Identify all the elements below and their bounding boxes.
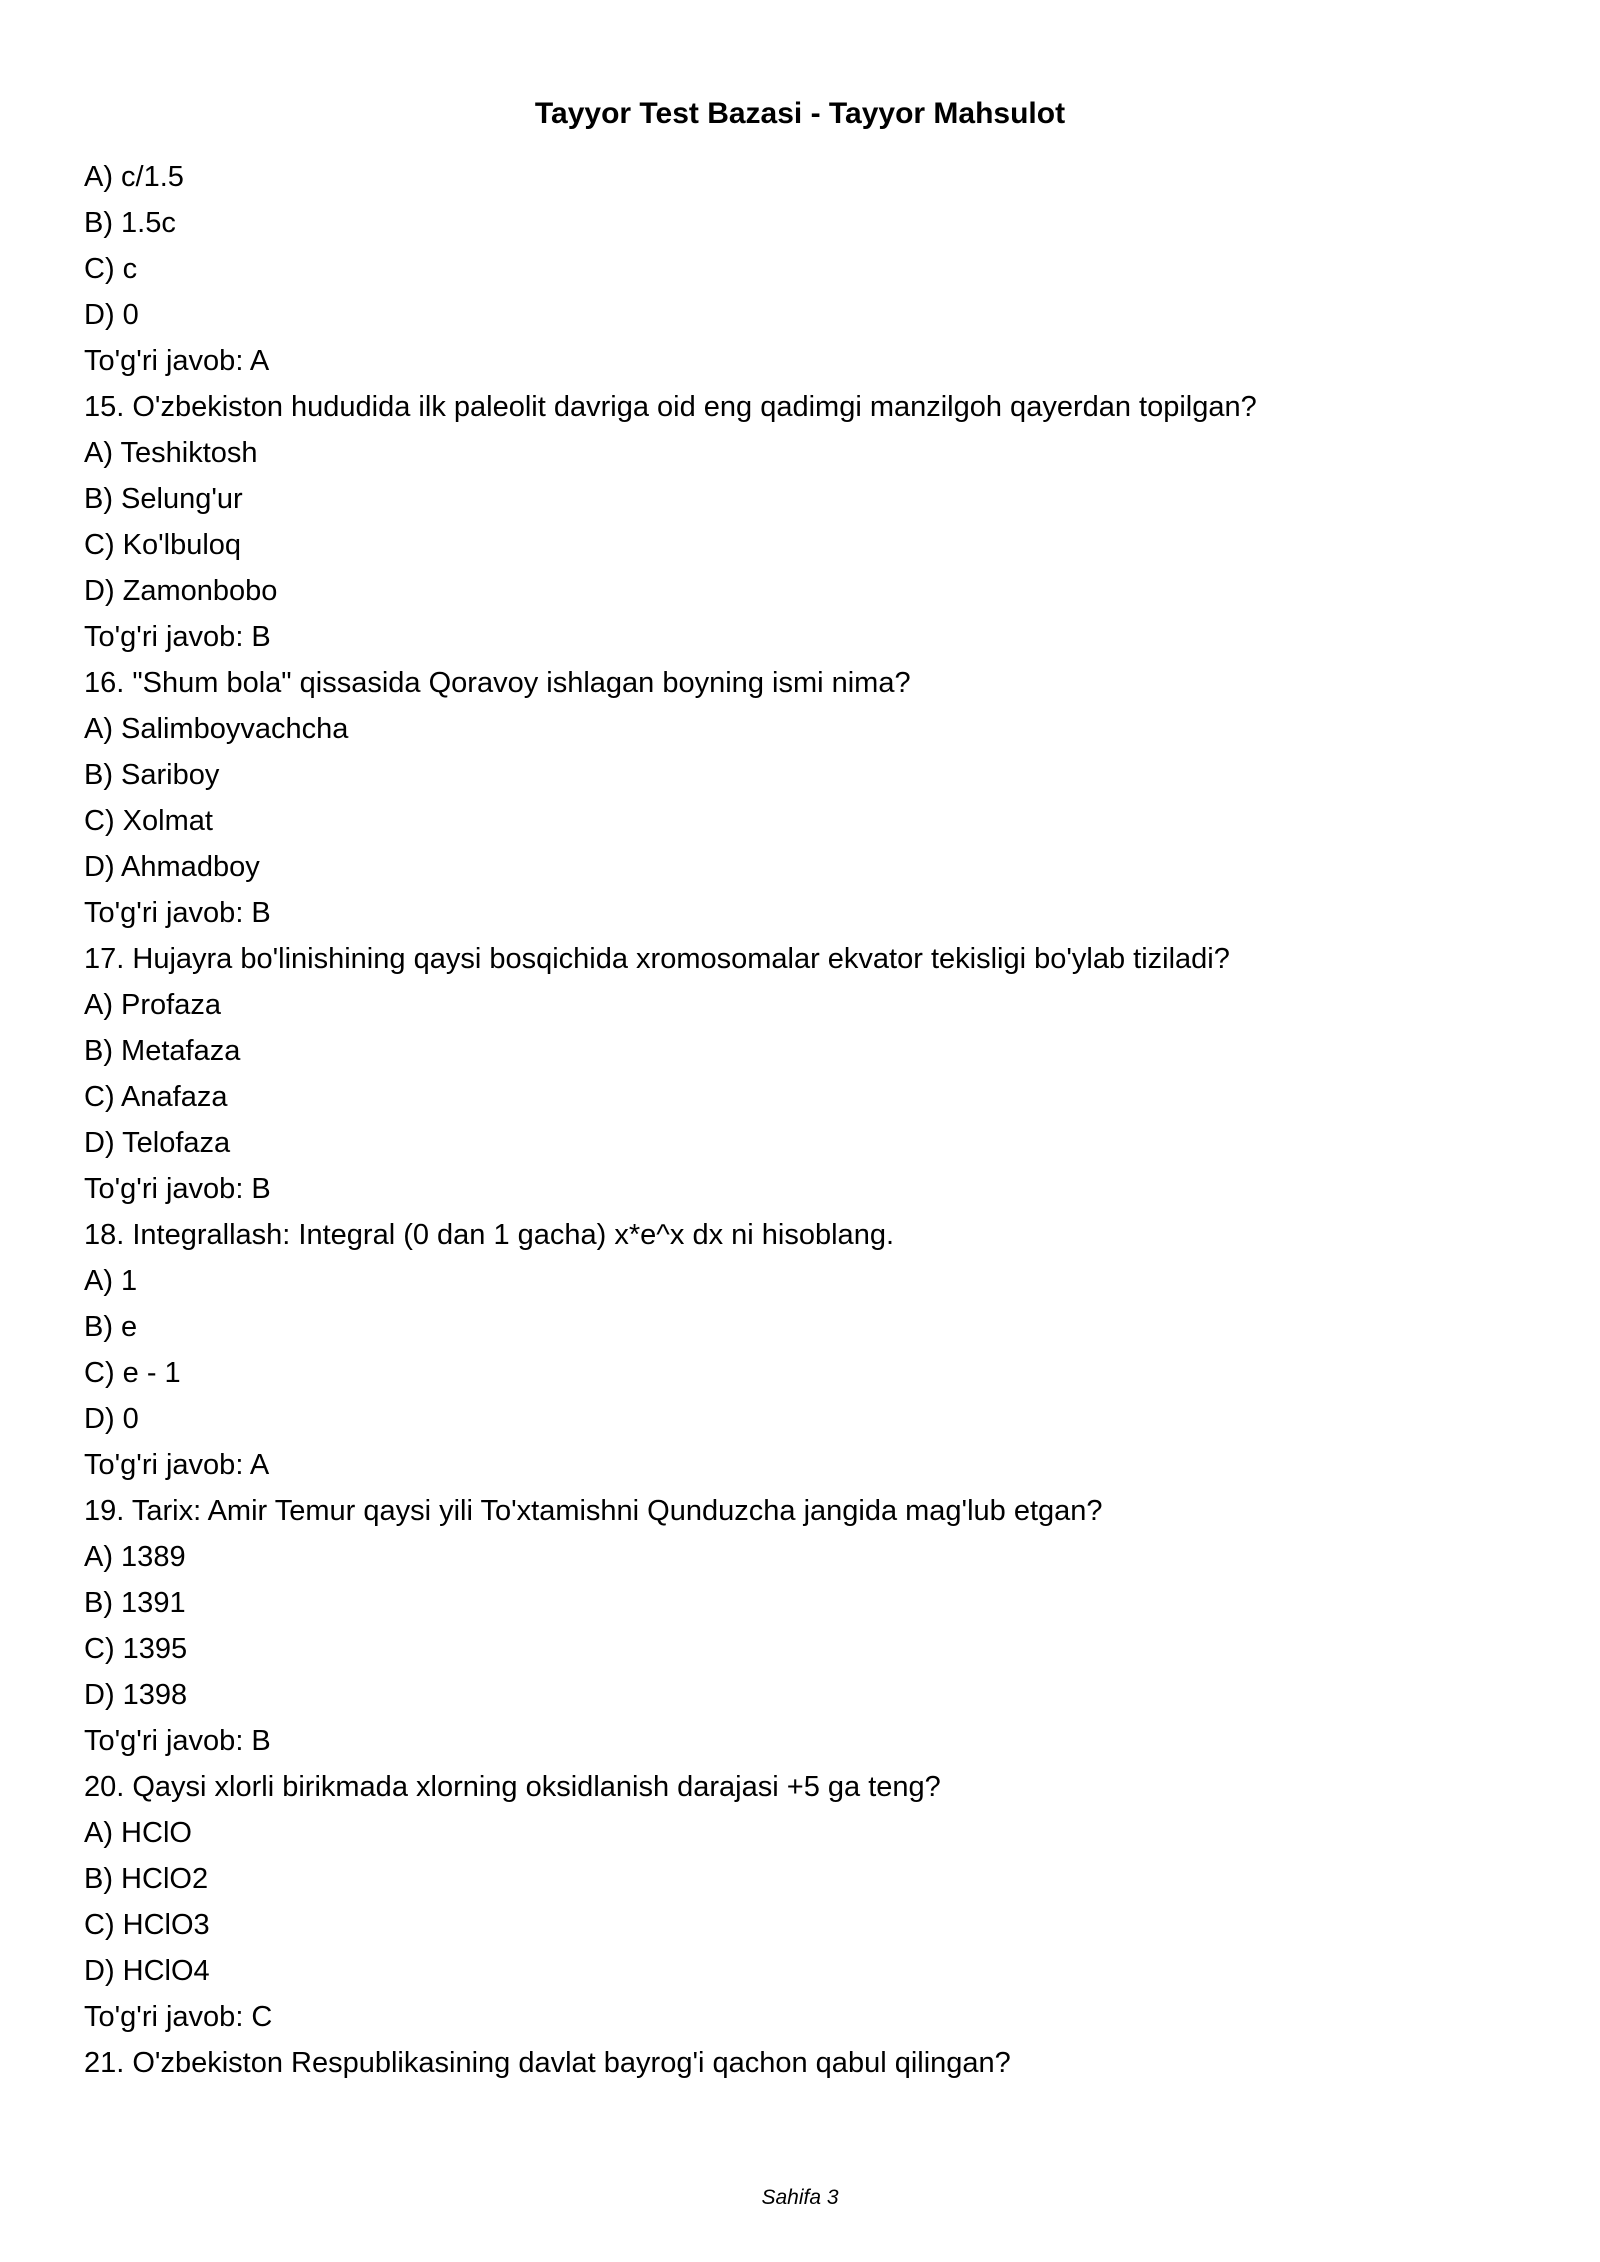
option-line: C) HClO3 — [84, 1909, 210, 1941]
option-line: C) Anafaza — [84, 1081, 228, 1113]
option-line: D) Ahmadboy — [84, 851, 260, 883]
answer-line: To'g'ri javob: C — [84, 2001, 273, 2033]
option-line: A) HClO — [84, 1817, 192, 1849]
answer-line: To'g'ri javob: A — [84, 1449, 270, 1481]
answer-line: To'g'ri javob: B — [84, 621, 271, 653]
option-line: C) c — [84, 253, 138, 285]
option-line: D) 1398 — [84, 1679, 188, 1711]
document-body — [84, 154, 1524, 2086]
option-line: C) Ko'lbuloq — [84, 529, 242, 561]
page-number: Sahifa 3 — [761, 2186, 839, 2209]
question-line: 20. Qaysi xlorli birikmada xlorning oksidlanish darajasi +5 ga teng? — [84, 1771, 941, 1803]
option-line: A) c/1.5 — [84, 161, 184, 193]
option-line: B) 1391 — [84, 1587, 186, 1619]
option-line: D) 0 — [84, 299, 139, 331]
option-line: C) e - 1 — [84, 1357, 181, 1389]
option-line: B) Sariboy — [84, 759, 220, 791]
question-line: 15. O'zbekiston hududida ilk paleolit davriga oid eng qadimgi manzilgoh qayerdan topilgan? — [84, 391, 1257, 423]
option-line: B) Metafaza — [84, 1035, 241, 1067]
option-line: D) Zamonbobo — [84, 575, 278, 607]
option-line: D) Telofaza — [84, 1127, 231, 1159]
question-line: 17. Hujayra bo'linishining qaysi bosqichida xromosomalar ekvator tekisligi bo'ylab tiziladi? — [84, 943, 1230, 975]
answer-line: To'g'ri javob: B — [84, 897, 271, 929]
option-line: B) 1.5c — [84, 207, 176, 239]
option-line: A) 1389 — [84, 1541, 186, 1573]
option-line: A) Teshiktosh — [84, 437, 258, 469]
answer-line: To'g'ri javob: B — [84, 1173, 271, 1205]
option-line: A) Profaza — [84, 989, 221, 1021]
question-line: 16. "Shum bola" qissasida Qoravoy ishlagan boyning ismi nima? — [84, 667, 911, 699]
question-line: 19. Tarix: Amir Temur qaysi yili To'xtamishni Qunduzcha jangida mag'lub etgan? — [84, 1495, 1103, 1527]
page-title: Tayyor Test Bazasi - Tayyor Mahsulot — [534, 97, 1066, 130]
answer-line: To'g'ri javob: B — [84, 1725, 271, 1757]
answer-line: To'g'ri javob: A — [84, 345, 270, 377]
option-line: A) Salimboyvachcha — [84, 713, 349, 745]
option-line: B) e — [84, 1311, 138, 1343]
option-line: D) 0 — [84, 1403, 139, 1435]
option-line: A) 1 — [84, 1265, 138, 1297]
option-line: C) 1395 — [84, 1633, 188, 1665]
question-line: 18. Integrallash: Integral (0 dan 1 gacha) x*e^x dx ni hisoblang. — [84, 1219, 895, 1251]
option-line: B) HClO2 — [84, 1863, 209, 1895]
option-line: B) Selung'ur — [84, 483, 243, 515]
option-line: D) HClO4 — [84, 1955, 210, 1987]
option-line: C) Xolmat — [84, 805, 213, 837]
question-line: 21. O'zbekiston Respublikasining davlat bayrog'i qachon qabul qilingan? — [84, 2047, 1011, 2079]
